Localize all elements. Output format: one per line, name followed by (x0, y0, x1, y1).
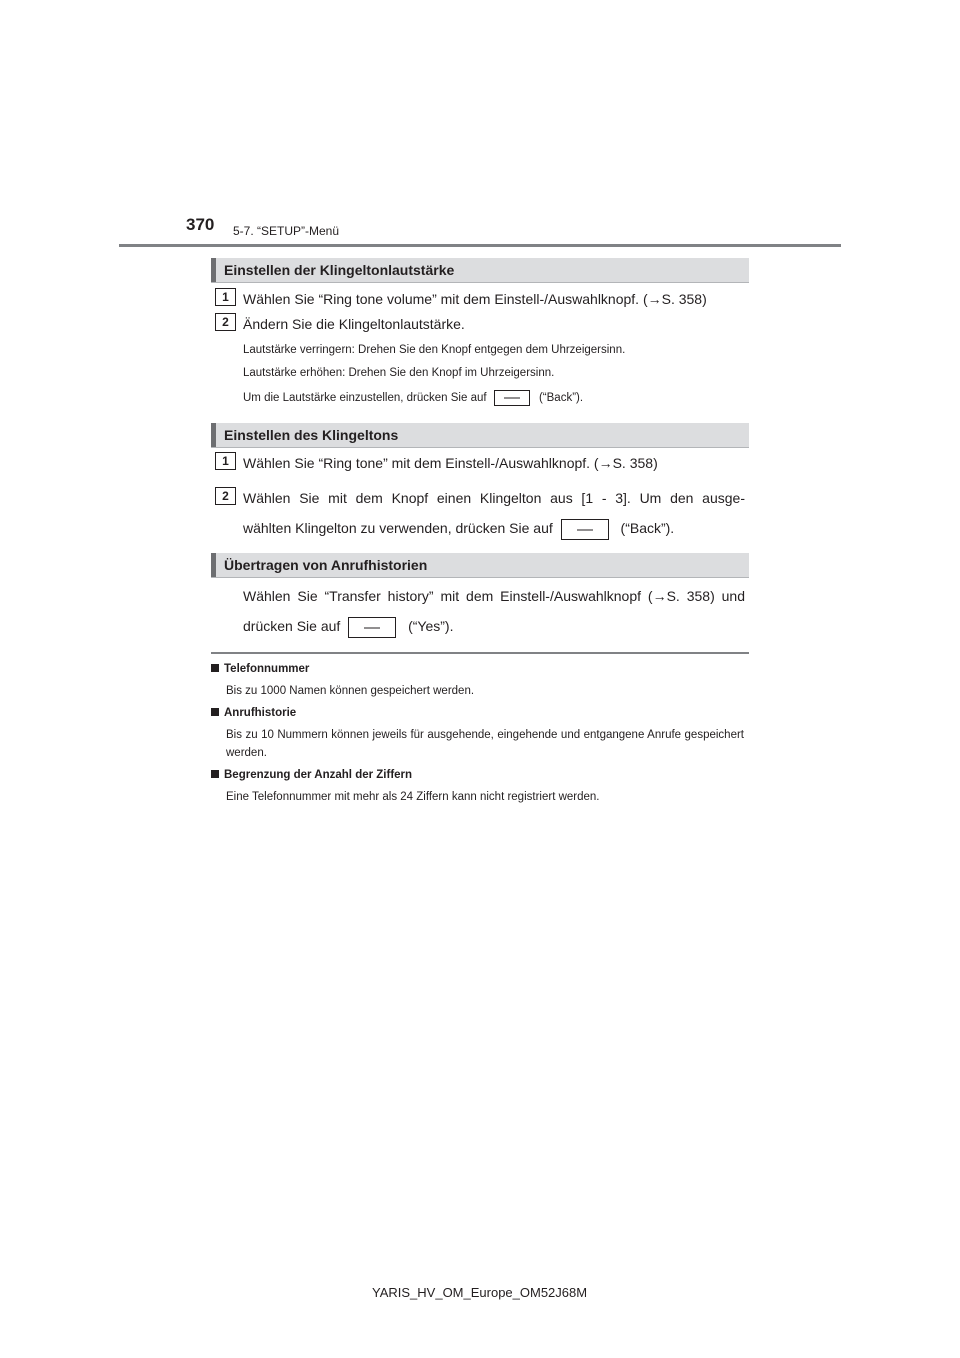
step-badge: 2 (215, 313, 236, 331)
step-text-suffix: (“Yes”). (408, 618, 454, 635)
section-title: Einstellen der Klingeltonlautstärke (224, 262, 455, 278)
step-text: Wählen Sie “Ring tone volume” mit dem Einstell-/Auswahlknopf. (→S. 358) (243, 291, 707, 307)
note-title-text: Telefonnummer (224, 663, 310, 675)
back-button-icon (561, 519, 609, 540)
square-bullet-icon (211, 708, 219, 716)
back-button-icon (494, 390, 530, 406)
step-text: Wählen Sie “Ring tone” mit dem Einstell-/Auswahlknopf. (→S. 358) (243, 455, 658, 471)
note-title (211, 707, 296, 719)
section-header-ringtone (211, 423, 749, 448)
back-instruction (243, 390, 583, 406)
step-badge: 1 (215, 452, 236, 470)
document-footer: YARIS_HV_OM_Europe_OM52J68M (372, 1285, 588, 1300)
step-text-continued (243, 519, 674, 540)
section-header-transfer-history (211, 553, 749, 578)
square-bullet-icon (211, 770, 219, 778)
step-text: Wählen Sie mit dem Knopf einen Klingelton aus [1 - 3]. Um den ausge- (243, 490, 745, 506)
breadcrumb: 5-7. “SETUP”-Menü (233, 224, 340, 238)
note-title-text: Anrufhistorie (224, 707, 297, 719)
section-bar (211, 553, 216, 577)
step-badge: 2 (215, 487, 236, 505)
note-text: Bis zu 1000 Namen können gespeichert werden. (226, 685, 475, 697)
section-title: Einstellen des Klingeltons (224, 427, 399, 443)
step-text: Wählen Sie “Transfer history” mit dem Einstell-/Auswahlknopf (→S. 358) und (243, 588, 745, 604)
note-text: Bis zu 10 Nummern können jeweils für ausgehende, eingehende und entgangene Anrufe gespeichert werden. (226, 729, 744, 759)
detail-text: Lautstärke erhöhen: Drehen Sie den Knopf im Uhrzeigersinn. (243, 367, 555, 379)
note-title-text: Begrenzung der Anzahl der Ziffern (224, 769, 413, 781)
step-text: Ändern Sie die Klingeltonlautstärke. (243, 316, 465, 332)
notes-divider (211, 652, 749, 654)
step-text-continued (243, 617, 453, 638)
square-bullet-icon (211, 664, 219, 672)
back-instruction-text: Um die Lautstärke einzustellen, drücken Sie auf (243, 392, 487, 405)
yes-button-icon (348, 617, 396, 638)
step-badge: 1 (215, 288, 236, 306)
section-header-ringtone-volume (211, 258, 749, 283)
step-text-line: drücken Sie auf (243, 618, 341, 635)
step-text-line: wählten Klingelton zu verwenden, drücken Sie auf (243, 520, 553, 537)
note-title (211, 769, 412, 781)
note-text: Eine Telefonnummer mit mehr als 24 Ziffern kann nicht registriert werden. (226, 791, 600, 803)
section-bar (211, 258, 216, 282)
header-divider (119, 244, 841, 247)
detail-text: Lautstärke verringern: Drehen Sie den Knopf entgegen dem Uhrzeigersinn. (243, 344, 626, 356)
back-instruction-suffix: (“Back”). (538, 392, 584, 405)
section-bar (211, 423, 216, 447)
step-text-suffix: (“Back”). (620, 520, 675, 537)
note-title (211, 663, 309, 675)
section-title: Übertragen von Anrufhistorien (224, 557, 428, 573)
page-number: 370 (186, 215, 215, 234)
